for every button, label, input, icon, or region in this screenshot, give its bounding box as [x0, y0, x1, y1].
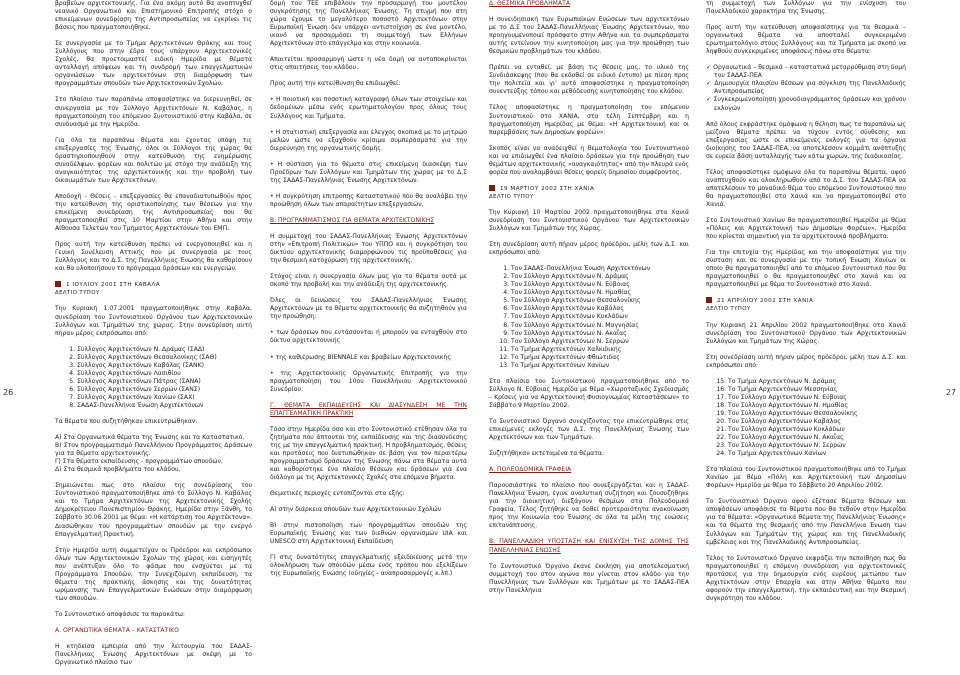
topics-list	[55, 434, 252, 474]
section-heading: Β. ΠΡΟΓΡΑΜΜΑΤΙΣΜΟΣ ΓΙΑ ΘΕΜΑΤΑ ΑΡΧΙΤΕΚΤΟΝΙΚΗΣ	[270, 216, 435, 224]
list-item: ✓ Δημιουργία πλαισίου θέσεων για σύγκλιση της Πανελλαδικής Αντιπροσωπείας	[706, 80, 907, 96]
paragraph: Προς αυτή την κατεύθυνση αποφασίστηκε για τα θεσμικά – οργανωτικά θέματα να αποσταλεί συγκεκριμένο ερωτηματολόγιο στους Συλλόγους και τα Τμήματα με σκοπό να ληφθούν συγκεκριμένες αποφάσεις πάνω στα θέματα:	[706, 24, 906, 56]
check-icon: ✓	[706, 64, 712, 72]
list-item: 2. Σύλλογος Αρχιτεκτόνων Θεσσαλονίκης (ΣΑΘ)	[77, 354, 252, 362]
list-item: ✓ Οργανωτικά – θεσμικά – καταστατικά μεταρρύθμιση στη δομή του ΣΑΔΑΣ-ΠΕΑ	[706, 64, 907, 80]
page-number-right: 27	[945, 388, 956, 397]
paragraph: Τέλος αποφασίστηκε η πραγματοποίηση του επόμενου Συντονιστικού στο ΧΑΝΙΑ, στα τέλη Σεπτέμβρη και η πραγματοποίηση Ημερίδας με θέμα: «Η Αρχιτεκτονική και οι παρεμβάσεις των Δημοσίων φορέων».	[489, 104, 689, 136]
paragraph: Το Συντονιστικό Όργανο αφού εξέτασε θέματα θέσεων και αποφάσεων αποφάσισε τα θέματα που θα τεθούν στην Ημερίδα για τα θέματα: «Οργανωτικά θέματα της Πανελλήνιας Ένωσης» και τα θέματα της θεσμικής από την Πανελλήνια Ένωση των Συλλόγων και Τμημάτων της χώρας και της Πανελλαδικής εμβέλειας και της Πανελλαδικής Αντιπροσωπείας.	[706, 498, 906, 546]
list-item: 19. Τον Σύλλογο Αρχιτεκτόνων Θεσσαλονίκης	[728, 410, 906, 418]
list-item: 13. Το Τμήμα Αρχιτεκτόνων Χανίων	[511, 362, 689, 370]
column-1	[55, 0, 252, 675]
bullet-paragraph: • Η ποιοτική και ποσοτική καταγραφή όλων των στοιχείων και δεδομένων μέσω ενός ερωτηματολογίου προς όλους τους Συλλόγους και Τμήματα.	[270, 96, 467, 120]
paragraph: Στο Συντονιστικό Χανίων θα πραγματοποιηθεί Ημερίδα με θέμα «Πόλεις και Αρχιτεκτονική των Δημοσίων Φορέων», Ημερίδα που κρίνεται σημαντική για τα αρχιτεκτονικά προβλήματα.	[706, 217, 906, 241]
news-date-heading: 1 ΙΟΥΛΙΟΥ 2001 ΣΤΗ ΚΑΒΑΛΑ	[55, 281, 252, 289]
paragraph: Τέλος το Συντονιστικό Όργανο εκφράζει την πεποίθηση πως θα πραγματοποιηθεί η επόμενη συνεδρίαση για αρχιτεκτονικές προτάσεις για την δημιουργία ενός ευρέους μετώπου των Αρχιτεκτόνων στην Επαρχία και στην Αθήνα θέματα που αφορούν την επαγγελματική, την εκπαιδευτική και την Θεσμική συγκρότηση του κλάδου.	[706, 554, 906, 602]
bullet-paragraph: • Η σύσταση για το θέματα στις επικείμενη διασκέψη των Προέδρων των Συλλόγων και Τμημάτων της χώρας με το Δ.Σ της ΣΑΔΑΣ-Πανελλήνιας Ένωσης Αρχιτεκτόνων.	[270, 160, 467, 184]
participants-list	[55, 346, 252, 410]
list-item: 3. Τον Σύλλογο Αρχιτεκτόνων Ν. Εύβοιας	[511, 281, 689, 289]
column-2	[270, 0, 467, 586]
list-item: 8. Τον Σύλλογο Αρχιτεκτόνων Ν. Μαγνησίας	[511, 322, 689, 330]
list-item: Γ) Στα θέματα εκπαίδευσης - προγραμμάτων σπουδών.	[55, 458, 223, 466]
paragraph: Πρέπει να ενταθεί, με βάση τις θέσεις μας, το υλικό της Συνδιάσκεψης (που θα εκδοθεί σε ειδικό έντυπο) με πίεση προς την πολιτεία και γι' αυτό αποφασίστηκε η πραγματοποίηση συνεντεύξης τόπου και μεθόδευσης κινητοποίησης του κλάδου.	[489, 64, 689, 96]
paragraph: Την Κυριακή 1.07.2001 πραγματοποιήθηκε στην Καβάλα, συνεδρίαση του Συντονιστικού Οργάνου των Αρχιτεκτονικών Συλλόγων και Τμημάτων της χώρας. Στην συνεδρίαση αυτή πήραν μέρος εκπρόσωποι από:	[55, 305, 252, 337]
participants-list	[489, 265, 689, 370]
section-heading: Γ. ΘΕΜΑΤΑ ΕΚΠΑΙΔΕΥΣΗΣ ΚΑΙ ΔΙΑΣΥΝΔΕΣΗ ΜΕ ΤΗΝ ΕΠΑΓΓΕΛΜΑΤΙΚΗ ΠΡΑΚΤΙΚΗ	[270, 401, 467, 417]
list-item: 4. Τον Σύλλογο Αρχιτεκτόνων Ν. Ημαθίας	[511, 289, 689, 297]
square-bullet-icon	[55, 281, 61, 287]
list-item: 12. Το Τμήμα Αρχιτεκτόνων Φθιώτιδας	[511, 354, 689, 362]
paragraph: Όλες οι δεινώσεις του ΣΑΔΑΣ-Πανελλήνιας Ένωσης Αρχιτεκτόνων με τα θέματα αρχιτεκτονικής θα συζητηθούν για την προώθηση:	[270, 297, 467, 321]
paragraph: Τέλος αποφασίστηκε ομόφωνα όλα τα παραπάνω θέματα, αφού αναπτυχθούν και ολοκληρωθούν από το Δ.Σ. του ΣΑΔΑΣ-ΠΕΑ να αποτελέσουν το μοναδικό θέμα του επόμενου Συντονιστικού που θα πραγματοποιηθεί στο Χανιά και να πραγματοποιηθεί στο Χανιά.	[706, 168, 906, 208]
paragraph: Θεματικές περιοχές εντοπίζονται στα εξής:	[270, 490, 405, 498]
paragraph: Από όλους εκφράστηκε ομόφωνα η θέληση πως τα παραπάνω ως μείζονα θέματα πρέπει να τύχουν εντός σύνθεσης και επεξεργασίας ώστε οι επικείμενες εκλογές για τα όργανα διοίκησης του ΣΑΔΑΣ-ΠΕΑ, να αποτελέσουν κομμάτι ανάπτυξης σε ευρεία βάση ανταλλαγής των κάτω χωρών, της διαδικασίας.	[706, 120, 906, 160]
list-item: 20. Τον Σύλλογο Αρχιτεκτόνων Καβάλας	[728, 418, 906, 426]
paragraph: Στο πλαίσιο των παραπάνω αποφασίστηκε να διερευνηθεί, σε συνεργασία με τον Σύλλογο Αρχιτεκτόνων Ν. Καβάλας, η πραγματοποίηση του επόμενου Συντονιστικού στην Καβάλα, σε συνδυασμό με την Ημερίδα.	[55, 96, 252, 128]
paragraph: Την Κυριακή 10 Μαρτίου 2002 πραγματοποιήθηκε στα Χανιά συνεδρίαση του Συντονιστικού Οργάνου των Αρχιτεκτονικών Συλλόγων και Τμημάτων της Χώρας.	[489, 208, 689, 233]
paragraph: Την Κυριακή 21 Απριλίου 2002 πραγματοποιήθηκε στα Χανιά συνεδρίαση του Συντονιστικού Οργάνου των Αρχιτεκτονικών Συλλόγων και Τμημάτων της Χώρας.	[706, 321, 906, 345]
check-icon: ✓	[706, 96, 712, 104]
paragraph: Προς αυτή την κατεύθυνση θα επιδιωχθεί:	[270, 80, 401, 88]
column-4	[706, 0, 906, 611]
bullet-paragraph: • της Αρχιτεκτονικής Οργανωτικής Επιτροπής για την πραγματοποίηση του 10ου Πανελλήνιου Αρχιτεκτονικού Συνεδρίου.	[270, 369, 467, 393]
list-item: 7. Τον Σύλλογο Αρχιτεκτόνων Κυκλάδων	[511, 313, 689, 321]
check-icon: ✓	[706, 80, 712, 88]
press-release-label: ΔΕΛΤΙΟ ΤΥΠΟΥ	[706, 306, 751, 313]
column-3	[489, 0, 689, 603]
paragraph: Α) στην διάρκεια σπουδών των Αρχιτεκτονικών Σχολών	[270, 506, 442, 514]
list-item: 5. Τον Σύλλογο Αρχιτεκτόνων Θεσσαλονίκης	[511, 297, 689, 305]
check-list	[706, 64, 906, 112]
list-item: Δ) Στα θεσμικά προβλήματα του κλάδου.	[55, 466, 181, 474]
paragraph: Στην Ημερίδα αυτή συμμετείχαν οι Πρόεδροι και εκπρόσωποι όλων των Αρχιτεκτονικών Σχολών της χώρας και εισηγητές που ανέπτυξαν όλο το φάσμα που ενσχύεται με τα Προγράμματα Σπουδών, την Συνεχιζόμενη εκπαίδευση, τα θέματα της πρακτικής άσκησης και της δυνατότητας ωρίμανσης των Επαγγελματικών Ενώσεων στην διαμόρφωση των σπουδών.	[55, 546, 252, 602]
list-item: 1. Τον ΣΑΔΑΣ-Πανελλήνια Ένωση Αρχιτεκτόνων	[511, 265, 689, 273]
participants-list	[706, 378, 906, 458]
section-heading: Α. ΠΟΛΕΟΔΟΜΙΚΑ ΓΡΑΦΕΙΑ	[489, 466, 572, 474]
paragraph: Στη συνεδρίαση αυτή πήραν μέρος πρόεδροι, μέλη των Δ.Σ. και εκπρόσωποι από:	[706, 353, 906, 369]
section-heading: Β. ΠΑΝΕΛΛΑΔΙΚΗ ΥΠΟΣΤΑΣΗ ΚΑΙ ΕΝΙΣΧΥΣΗ ΤΗΣ ΔΟΜΗΣ ΤΗΣ ΠΑΝΕΛΛΗΝΙΑΣ ΕΝΩΣΗΣ	[489, 538, 689, 554]
left-page	[0, 0, 480, 667]
list-item: 10. Τον Σύλλογο Αρχιτεκτόνων Ν. Σερρών	[511, 338, 689, 346]
bullet-paragraph: • Η συγκρότηση επιτροπής Καταστατικού που θα αναλάβει την προώθηση όλων των απαραίτητων επεξεργασιών.	[270, 192, 467, 208]
list-item: 1. Σύλλογος Αρχιτεκτόνων Ν. Δράμας (ΣΑΔ)	[77, 346, 252, 354]
paragraph: Το Συντονιστικό Όργανο συνεχίζοντας την επικεντρώθηκε στις επικείμενες εκλογές των Δ.Σ. της Πανελλήνιας Ένωσης των Αρχιτεκτόνων και των Τμημάτων.	[489, 417, 689, 442]
section-heading: Α. ΟΡΓΑΝΩΤΙΚΑ ΘΕΜΑΤΑ – ΚΑΤΑΣΤΑΤΙΚΟ	[55, 627, 179, 634]
list-item: 3. Σύλλογος Αρχιτεκτόνων Καβάλας (ΣΑΝΚ)	[77, 362, 252, 370]
section-heading: Δ. ΘΕΣΜΙΚΑ ΠΡΟΒΛΗΜΑΤΑ	[489, 0, 570, 7]
list-item: 17. Τον Σύλλογο Αρχιτεκτόνων Ν. Εύβοιας	[728, 394, 906, 402]
list-item: 6. Σύλλογος Αρχιτεκτόνων Σερρών (ΣΑΝΣ)	[77, 386, 252, 394]
bullet-paragraph: • των δράσεων που εντάσσονται ή μπορούν να ενταχθούν στο δίκτυο αρχιτεκτονικής	[270, 329, 467, 345]
paragraph: Παρουσιάστηκε το πλαίσιο που συνεξεργάζεται και η ΣΑΔΑΣ-Πανελλήνια Ένωση, έγινε αναλυτική συζήτηση και ζουσυζήθηκε για την διοικητική διεξάγουν θεσμίων στα Πολεοδομικά Γραφεία. Τέλος ζητήθηκε να δοθεί προτεραιότητα ανακοίνωση προς την Κοινωνία του Ένωσης σε όλα τα μέλη της ενώσεις επιτανάπτυσης.	[489, 482, 689, 530]
paragraph: Στη συνεδρίαση αυτή πήραν μέρος πρόεδροι, μέλη των Δ.Σ. και εκπρόσωποι από:	[489, 241, 689, 257]
paragraph: Απαιτείται προσαρμογή ώστε η νέα δομή να ανταποκρίνεται στις απαιτήσεις του κλάδου.	[270, 56, 467, 72]
paragraph: Β) στην πιστοποίηση των προγραμμάτων σπουδών της Ευρωπαϊκής Ένωσης και των διεθνών οργανισμών UIA και UNESCO στη Αρχιτεκτονική Εκπαίδευση	[270, 522, 467, 546]
paragraph: Αποδοχή - Θέσεις - επεξεργασίες θα επαναδιατυπωθούν προς την κατεύθυνση της οριστικοποίησης των θέσεων για την επικείμενη συνεδρίαση της Αντιπροσωπείας που θα πραγματοποιηθεί στις 10 Μαρτίου στην Αθήνα και στην Αίθουσα Τελετών του Τμήματος Αρχιτεκτόνων του ΕΜΠ.	[55, 192, 252, 233]
list-item: Α) Στα Οργανωτικά θέματα της Ένωσης και τα Καταστατικό.	[55, 434, 245, 442]
list-item: 4. Σύλλογος Αρχιτεκτόνων Λασιθίου	[77, 370, 252, 378]
list-item: 15. Το Τμήμα Αρχιτεκτόνων Ν. Δράμας	[728, 378, 906, 386]
list-item: 24. Το Τμήμα Αρχιτεκτόνων Χανίων	[728, 450, 906, 458]
paragraph: Τόσο στην Ημερίδα όσο και στο Συντονιστικό ετέθησαν όλα τα ζητήματα που άπτονται της εκπαίδευσης και της διασύνδεσης της με την επαγγελματική πρακτική. Η προβληματισμός, θέσεις και προτάσεις που διατυπώθηκαν σε βάση για τον περαιτέρω προγραμματισμό δράσεων της Ένωσης πάνω στα θέματα αυτά και καθορίστηκε ένα πλαίσιο θέσεων και δράσεων για ένα διάλογο με τις Αρχιτεκτονικές Σχολές στα επόμενα βήματα.	[270, 425, 467, 482]
list-item: Β) Στον προγραμματισμό Πανελλήνιου Προγράμματος Δράσεων για τα θέματα αρχιτεκτονικής.	[55, 442, 252, 458]
paragraph: δομή του ΤΕΕ επιβάλουν την προσαρμογή του μοντέλου συγκρότησης της Πανελλήνιας Ένωσης. Τη στιγμή που στη χώρα έχουμε το μεγαλύτερο ποσοστό Αρχιτεκτόνων στην Ευρωπαϊκή Ένωση δεν υπάρχει αντιστοίχιση σε ένα μοντέλο, ικανό να προσαρμόσει τη συμμετοχή των Ελλήνων Αρχιτεκτόνων στο επάγγελμα και στην κοινωνία.	[270, 0, 467, 48]
bullet-paragraph: • της καθιέρωσης BIENNALE και βραβείων Αρχιτεκτονικής	[270, 353, 451, 361]
list-item: ✓ Συγκεκριμενοποίηση χρονοδιαγράμματος δράσεων και χρόνου εκλογών	[706, 96, 907, 112]
paragraph: Γ) στις δυνατότητες επαγγελματικής εξειδίκευσης μετά την ολοκλήρωση των σπουδών μέσω ενός τρόπου που εξελίξεων της Ευρωπαϊκής Ένωσης (οδηγίες - αναπροσαρμογές κ.λπ.)	[270, 554, 467, 578]
paragraph: Προς αυτή την κατεύθυνση πρέπει να ενεργοποιηθεί και η Γενική Συνέλευση Αττικής που με συνεργασία με τους Συλλόγους και το Δ.Σ. της Πανελλήνιας Ένωσης θα καθορίσουν και θα υλοποιήσουν το πρόγραμμα δράσεων και ενεργειών.	[55, 241, 252, 273]
paragraph: βραβείων αρχιτεκτονικής. Για ένα ακόμη αυτό θα αναπτυχθεί νεανικό Οργανωτικό και Επιστημονικό Επιτροπής στόχο ο επικείμενων συνεδρίαση της Αντιπροσωπείας να εγκρίνει τις βάσεις που πραγματοποιήθηκε.	[55, 0, 252, 32]
paragraph: Σκοπός είναι να αναδειχθεί η θεματολογία του Συντονιστικού και να επιδιωχθεί ένα πλαίσιο δράσεων για την προώθηση των θεμάτων αρχιτεκτονικής «αναγκαιότητας» από την πλευρά ενός φορέα που αναλαμβάνει θέσεις φορείς δημοσίου συμφέροντος.	[489, 144, 689, 176]
list-item: 21. Τον Σύλλογο Αρχιτεκτόνων Κυκλάδων	[728, 426, 906, 434]
bullet-paragraph: • Η στατιστική επεξεργασία και έλεγχος σκοπικά με το μητρώο μελών ώστε να εξαχθούν κρίσιμα συμπεράσματα για την διερεύνηση της οργανωτικής δομής.	[270, 128, 467, 152]
paragraph: Για όλα τα παραπάνω θέματα και έχοντας υπόψη τις επεξεργασίες της Ένωσης, όλοι οι Σύλλογοι της χώρας θα δραστηριοποιηθούν στην κατεύθυνση της ενημέρωσης συναδέλφων, φορέων και πολιτών με στόχο την ανάδειξη της αναγκαιότητας της αρχιτεκτονικής και την προβολή των δικαιωμάτων των Αρχιτεκτόνων.	[55, 136, 252, 184]
list-item: 22. Τον Σύλλογο Αρχιτεκτόνων Ν. Ακαΐας	[728, 434, 906, 442]
list-item: 6. Τον Σύλλογο Αρχιτεκτόνων Καβάλας	[511, 305, 689, 313]
paragraph: Σε συνεργασία με το Τμήμα Αρχιτεκτόνων Θράκης και τους Συλλόγους που στην έδρα τους υπάρχουν Αρχιτεκτονικές Σχολές, θα προετοιμαστεί ειδική Ημερίδα με θέματα ανταλλαγή απόψεων και τη συνδρομή των επαγγελματικών οργανώσεων των αρχιτεκτόνων στη διαμόρφωση των προγραμμάτων σπουδών των Αρχιτεκτονικών Σχολών.	[55, 40, 252, 88]
paragraph: Συζητήθηκαν εκτεταμένα τα θέματα:	[489, 450, 604, 458]
paragraph: Το Συντονιστικό αποφάσισε τα παρακάτω:	[55, 610, 185, 618]
paragraph: Σημειώνεται πως στο πλαίσιο της συνεδρίασης του Συντονιστικού πραγματοποιήθηκε από το Σύλλογο Ν. Καβάλας και το Τμήμα Αρχιτεκτόνων της Αρχιτεκτονικής Σχολής Δημοκρίτειου Πανεπιστημίου Θράκης, Ημερίδα στην Ξάνθη, το Σάββατο 30.06.2001 με θέμα: «Η κατάρτιση του Αρχιτέκτονα». Διασώθηκαν του προγραμμάτων σπουδών με την ενεργό Επαγγελματική Πρακτική.	[55, 482, 252, 538]
paragraph: Στα πλαίσια του Συντονιστικού πραγματοποιήθηκε από το Τμήμα Χανίων με θέμα «Πόλη και Αρχιτεκτονική των Δημοσίων Φορέων» Ημερίδα με θέμα το Σάββατο 20 Απριλίου 2002.	[706, 466, 906, 490]
list-item: 23. Τον Σύλλογο Αρχιτεκτόνων Ν. Σερρών	[728, 442, 906, 450]
square-bullet-icon	[706, 297, 712, 303]
list-item: 18. Τον Σύλλογο Αρχιτεκτόνων Ν. Ημαθίας	[728, 402, 906, 410]
paragraph: Στόχος είναι η συνεργασία όλων μας για τα θέματα αυτά με σκοπό την προβολή και την ανάδειξη της αρχιτεκτονικής.	[270, 273, 467, 289]
list-item: 8. ΣΑΔΑΣ-Πανελλήνια Ένωση Αρχιτεκτόνων	[77, 402, 252, 410]
square-bullet-icon	[489, 185, 495, 191]
list-item: 5. Σύλλογος Αρχιτεκτόνων Πάτρας (ΣΑΝΑ)	[77, 378, 252, 386]
list-item: 9. Τον Σύλλογο Αρχιτεκτόνων Ν. Ακαΐας	[511, 330, 689, 338]
press-release-label: ΔΕΛΤΙΟ ΤΥΠΟΥ	[489, 193, 534, 200]
paragraph: τη συμμετοχή των Συλλόγων για την ενίσχυση του Πανελλαδικού χαρακτήρα της Ένωσης.	[706, 0, 906, 16]
paragraph: Η συμμετοχή του ΣΑΔΑΣ-Πανελλήνιας Ένωσης Αρχιτεκτόνων στην «Επιτροπή Πολιτικών» του ΥΠΠΟ και η συγκρότηση του δικτύου αρχιτεκτονικής διαμορφώνουν τις προϋποθέσεις για την θεσμική κατοχύρωση της αρχιτεκτονικής.	[270, 232, 467, 265]
page-number-left: 26	[3, 388, 14, 397]
list-item: 16. Το Τμήμα Αρχιτεκτόνων Μεσσηνίας	[728, 386, 906, 394]
list-item: 7. Σύλλογος Αρχιτεκτόνων Χανίων (ΣΑΧ)	[77, 394, 252, 402]
press-release-label: ΔΕΛΤΙΟ ΤΥΠΟΥ	[55, 290, 100, 297]
paragraph: Η συνειδησιακή των Ευρωπαϊκών Ενώσεων των αρχιτεκτόνων με το Δ.Σ του ΣΑΔΑΣ-Πανελλήνιας Ένωσης Αρχιτεκτόνων, που προηγουμενοποιεί πρόσφατο στην Αθήνα και τα συμπεράσματα αυτής εντείνουν την κινητοποίηση μας για την προώθηση των θεσμικών προβλημάτων του κλάδου.	[489, 16, 689, 56]
list-item: 11. Το Τμήμα Αρχιτεκτόνων Χαλκιδικής	[511, 346, 689, 354]
news-date-heading: 21 ΑΠΡΙΛΙΟΥ 2002 ΣΤΗ ΧΑΝΙΑ	[706, 297, 906, 305]
paragraph: Στα πλαίσια του Συντονιστικού πραγματοποιήθηκε από το Σύλλογο Ν. Εύβοιας Ημερίδα με θέμα «Χωροταξικός Σχεδιασμός – Κρίσεις για να Αρχιτεκτονική Φυσιογνωμίας Καταστάσεων» το Σάββατο 9 Μαρτίου 2002.	[489, 377, 689, 409]
paragraph: Το Συντονιστικό Όργανο έκανε έκκληση για αποτελεσματική συμμετοχή του στον αγώνα που γίνεται στον κλάδο για την Πανελλήνιας των Συλλόγων και Τμημάτων με το ΣΑΔΑΣ-ΠΕΑ στην Πανελλήνια	[489, 562, 689, 594]
list-item: 2. Τον Σύλλογο Αρχιτεκτόνων Ν. Δράμας	[511, 273, 689, 281]
paragraph: Για την επιτυχία της Ημερίδας και την αποφασίστηκε για την σύσταση και σε συνεργασία με την τοπική Ένωση Χανίων οι οποίο θα πραγματοποιηθεί από το επόμενο Συντονιστικό που θα πραγματοποιηθεί ο θα πραγματοποιηθεί στο Χανιά και να πραγματοποιηθεί με θέμα το Συντονιστικό στο Χανιά.	[706, 249, 906, 289]
paragraph: Τα θέματα που συζητήθηκαν επικεντρώθηκαν:	[55, 418, 198, 426]
paragraph: Η κτηδείσα εμπειρία από την λειτουργία του ΣΑΔΑΣ-Πανελλήνιας Ένωσης Αρχιτεκτόνων με σκέψη με το Οργανωτικό πλαίσιο των	[55, 643, 252, 667]
news-date-heading: 19 ΜΑΡΤΙΟΥ 2002 ΣΤΗ ΧΑΝΙΑ	[489, 185, 689, 193]
